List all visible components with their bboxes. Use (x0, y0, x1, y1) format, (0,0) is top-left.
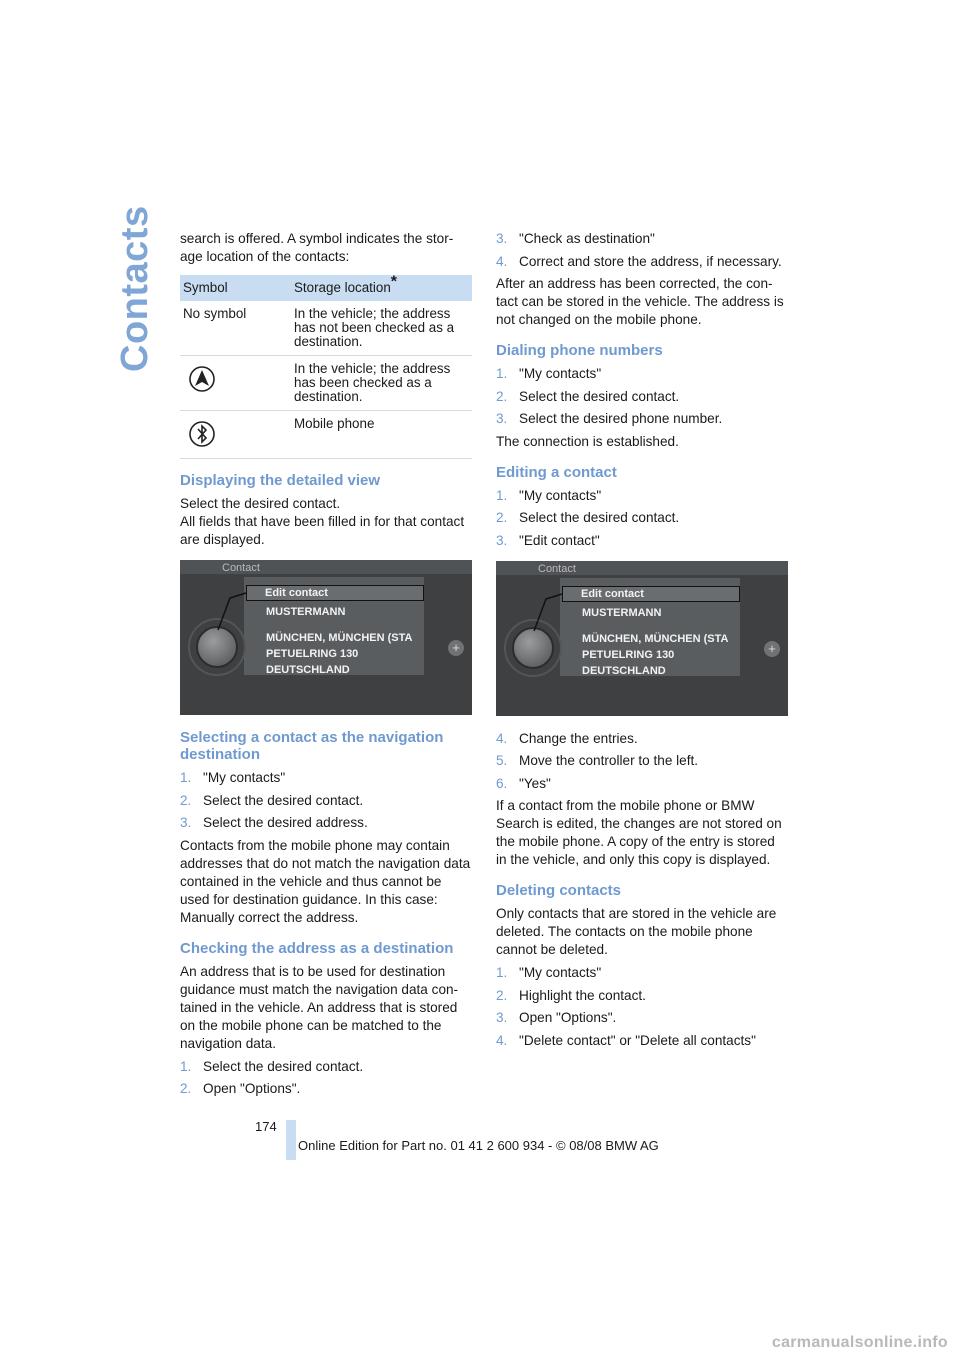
section-heading-check-address: Checking the address as a destination (180, 939, 454, 957)
right-column (496, 230, 788, 1054)
steps-deleting (496, 964, 788, 1050)
list-item: 5. Move the controller to the left. (496, 753, 699, 768)
table-row (180, 301, 472, 356)
navigation-arrow-icon (187, 364, 217, 394)
table-header-location: Storage location* (291, 275, 472, 301)
screen-row: MÜNCHEN, MÜNCHEN (STA (266, 632, 413, 644)
deleting-paragraph: Only contacts that are stored in the vehicle are deleted. The contacts on the mobile phone cannot be deleted. (496, 906, 777, 957)
screen-row: Edit contact (246, 585, 424, 601)
detailed-view-line2: All fields that have been filled in for that contact are displayed. (180, 514, 465, 547)
screen-row: MUSTERMANN (266, 606, 346, 618)
check-address-paragraph: An address that is to be used for destination guidance must match the navigation data con-tained in the vehicle. An address that is stored on the mobile phone can be matched to the navigation data. (180, 963, 459, 1051)
list-item: 2. Highlight the contact. (496, 987, 646, 1003)
option-star: * (390, 273, 398, 291)
idrive-screenshot-detailed (180, 560, 472, 715)
list-item: 1. "My contacts" (496, 965, 602, 980)
chapter-side-title: Contacts (114, 205, 156, 372)
list-item: 1. "My contacts" (496, 487, 602, 503)
page-number: 174 (255, 1119, 277, 1134)
section-heading-navigation-destination: Selecting a contact as the navigation destination (180, 729, 444, 763)
list-item: 1. "My contacts" (180, 770, 286, 785)
screen-row: PETUELRING 130 (266, 648, 359, 660)
table-cell-location: In the vehicle; the address has been checked as a destination. (291, 356, 472, 411)
steps-check-address (180, 1058, 472, 1099)
table-row (180, 356, 472, 411)
list-item: 2. Select the desired contact. (180, 792, 364, 808)
list-item: 3. "Edit contact" (496, 532, 600, 548)
table-header-symbol: Symbol (180, 275, 291, 301)
detailed-view-line1: Select the desired contact. (180, 496, 341, 511)
screen-row: MÜNCHEN, MÜNCHEN (STA (582, 632, 729, 645)
list-item: 4. Correct and store the address, if necessary. (496, 253, 782, 269)
table-cell-symbol (180, 411, 291, 459)
list-item: 6. "Yes" (496, 775, 551, 791)
steps-navigation-destination (180, 769, 472, 832)
intro-paragraph: search is offered. A symbol indicates the stor-age location of the contacts: (180, 231, 454, 264)
section-heading-deleting: Deleting contacts (496, 882, 622, 899)
check-address-after-paragraph: After an address has been corrected, the con-tact can be stored in the vehicle. The address is not changed on the mobile phone. (496, 276, 784, 327)
list-item: 1. Select the desired contact. (180, 1058, 364, 1074)
list-item: 3. Select the desired phone number. (496, 411, 723, 426)
steps-editing-continued (496, 730, 788, 793)
list-item: 3. Select the desired address. (180, 815, 368, 830)
screen-row: Edit contact (562, 586, 740, 602)
list-item: 2. Open "Options". (180, 1081, 301, 1096)
screen-row: DEUTSCHLAND (582, 664, 666, 677)
list-item: 4. "Delete contact" or "Delete all contacts" (496, 1032, 756, 1048)
list-item: 1. "My contacts" (496, 366, 602, 381)
editing-note: If a contact from the mobile phone or BMW Search is edited, the changes are not stored on the mobile phone. A copy of the entry is stored in the vehicle, and only this copy is displayed. (496, 798, 782, 867)
screen-header: Contact (222, 562, 260, 574)
list-item: 3. Open "Options". (496, 1010, 617, 1025)
screen-row: PETUELRING 130 (582, 648, 675, 661)
footer-accent-bar (286, 1120, 296, 1160)
steps-editing (496, 487, 788, 550)
navigation-destination-note: Contacts from the mobile phone may contain addresses that do not match the navigation data contained in the vehicle and thus cannot be used for destination guidance. In this case: Manually correct the address. (180, 837, 471, 925)
screen-header: Contact (538, 562, 576, 575)
table-header-row (180, 275, 472, 301)
section-heading-editing: Editing a contact (496, 463, 617, 481)
left-column (180, 230, 472, 1103)
screen-row: MUSTERMANN (582, 606, 662, 619)
idrive-screenshot-edit (496, 561, 788, 716)
list-item: 3. "Check as destination" (496, 231, 655, 246)
section-heading-detailed-view: Displaying the detailed view (180, 472, 381, 489)
site-watermark: carmanualsonline.info (771, 1334, 948, 1351)
storage-location-table (180, 275, 472, 459)
table-cell-location: In the vehicle; the address has not been checked as a destination. (291, 301, 472, 356)
bluetooth-icon (187, 419, 217, 449)
table-row (180, 411, 472, 459)
steps-check-address-continued (496, 230, 788, 271)
table-cell-location: Mobile phone (291, 411, 472, 459)
plus-icon: + (764, 641, 780, 657)
section-heading-dialing: Dialing phone numbers (496, 342, 663, 359)
list-item: 2. Select the desired contact. (496, 388, 680, 404)
dialing-result: The connection is established. (496, 433, 679, 449)
list-item: 4. Change the entries. (496, 730, 638, 746)
steps-dialing (496, 365, 788, 428)
table-cell-symbol (180, 356, 291, 411)
table-cell-symbol: No symbol (180, 301, 291, 356)
screen-row: DEUTSCHLAND (266, 664, 350, 676)
footer-edition-text: Online Edition for Part no. 01 41 2 600 934 - © 08/08 BMW AG (298, 1138, 659, 1153)
list-item: 2. Select the desired contact. (496, 510, 680, 525)
plus-icon: + (448, 640, 464, 656)
